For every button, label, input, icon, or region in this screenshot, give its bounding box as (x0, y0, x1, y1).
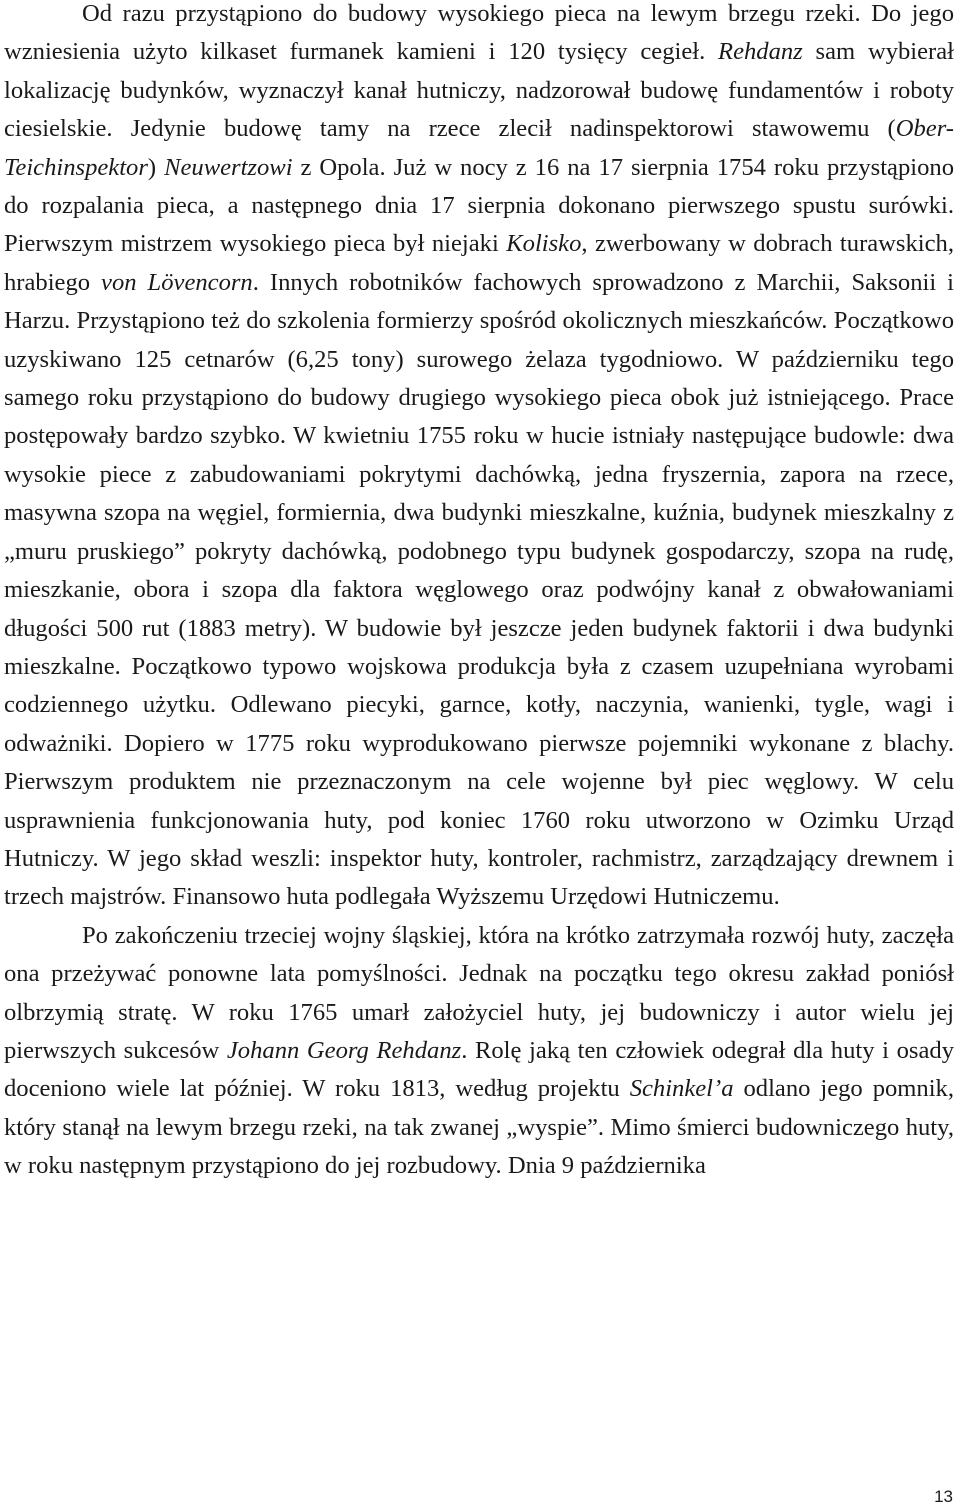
paragraph-1-text: Od razu przystąpiono do budowy wysokiego pieca na lewym brzegu rzeki. Do jego wzniesienia użyto kilkaset furmanek kamieni i 120 tysięcy cegieł. (4, 0, 954, 66)
paragraph-1-text: . Innych robotników fachowych sprowadzono z Marchii, Saksonii i Harzu. Przystąpiono też do szkolenia formierzy spośród okolicznych mieszkańców. Początkowo uzyskiwano 125 cetnarów (6,25 tony) surowego żelaza tygodniowo. W październiku tego samego roku przystąpiono do budowy drugiego wysokiego pieca obok już istniejącego. Prace postępowały bardzo szybko. W kwietniu 1755 roku w hucie istniały następujące budowle: dwa wysokie piece z zabudowaniami pokrytymi dachówką, jedna fryszernia, zapora na rzece, masywna szopa na węgiel, formiernia, dwa budynki mieszkalne, kuźnia, budynek mieszkalny z „muru pruskiego” pokryty dachówką, podobnego typu budynek gospodarczy, szopa na rudę, mieszkanie, obora i szopa dla faktora węglowego oraz podwójny kanał z obwałowaniami długości 500 rut (1883 metry). W budowie był jeszcze jeden budynek faktorii i dwa budynki mieszkalne. Początkowo typowo wojskowa produkcja była z czasem uzupełniana wyrobami codziennego użytku. Odlewano piecyki, garnce, kotły, naczynia, wanienki, tygle, wagi i odważniki. Dopiero w 1775 roku wyprodukowano pierwsze pojemniki wykonane z blachy. Pierwszym produktem nie przeznaczonym na cele wojenne był piec węglowy. W celu usprawnienia funkcjonowania huty, pod koniec 1760 roku utworzono w Ozimku Urząd Hutniczy. W jego skład weszli: inspektor huty, kontroler, rachmistrz, zarządzający drewnem i trzech majstrów. Finansowo huta podlegała Wyższemu Urzędowi Hutniczemu. (4, 268, 954, 911)
paragraph-2-text: Po zakończeniu trzeciej wojny śląskiej, która na krótko zatrzymała rozwój huty, zaczęła ona przeżywać ponowne lata pomyślności. Jednak na początku tego okresu zakład poniósł olbrzymią stratę. W roku 1765 umarł założyciel huty, jej budowniczy i autor wielu jej pierwszych sukcesów (4, 921, 954, 1064)
name-rehdanz: Rehdanz (718, 38, 803, 66)
paragraph-2 (4, 917, 954, 1186)
name-johann-georg-rehdanz: Johann Georg Rehdanz (226, 1036, 462, 1064)
name-schinkel: Schinkel’a (629, 1075, 734, 1103)
document-page (4, 0, 954, 1186)
paragraph-2-text: odlano jego pomnik, który stanął na lewym brzegu rzeki, na tak zwanej „wyspie”. Mimo śmierci budowniczego huty, w roku następnym przystąpiono do jej rozbudowy. Dnia 9 października (4, 1075, 954, 1180)
term-ober-teichinspektor: Ober-Teichinspektor (4, 115, 954, 181)
paragraph-1-text: ) (147, 153, 165, 181)
paragraph-1-text: , zwerbowany w dobrach turawskich, hrabiego (4, 230, 954, 296)
paragraph-2-text: . Rolę jaką ten człowiek odegrał dla huty i osady doceniono wiele lat później. W roku 1813, według projektu (4, 1036, 954, 1103)
name-von-lovencorn: von Lövencorn (101, 268, 253, 296)
paragraph-1-text: z Opola. Już w nocy z 16 na 17 sierpnia 1754 roku przystąpiono do rozpalania pieca, a następnego dnia 17 sierpnia dokonano pierwszego spustu surówki. Pierwszym mistrzem wysokiego pieca był niejaki (4, 153, 954, 258)
name-kolisko: Kolisko (506, 230, 582, 258)
page-number: 13 (934, 1487, 953, 1506)
name-neuwertzowi: Neuwertzowi (164, 153, 293, 181)
paragraph-1-text: sam wybierał lokalizację budynków, wyznaczył kanał hutniczy, nadzorował budowę fundamentów i roboty ciesielskie. Jedynie budowę tamy na rzece zlecił nadinspektorowi stawowemu ( (4, 38, 954, 143)
paragraph-1 (4, 0, 954, 917)
